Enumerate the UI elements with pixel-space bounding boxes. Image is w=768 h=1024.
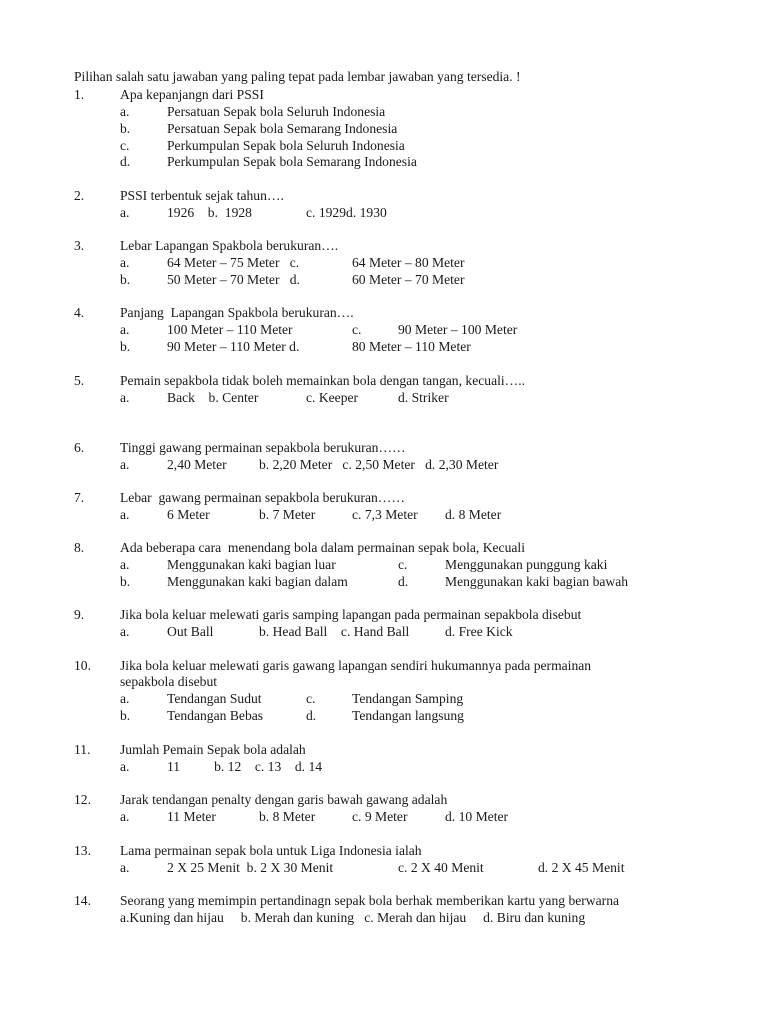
q1-option-c: Perkumpulan Sepak bola Seluruh Indonesia	[167, 138, 405, 153]
q14-text: Seorang yang memimpin pertandinagn sepak bola berhak memberikan kartu yang berwarna	[120, 893, 620, 908]
q5-number: 5.	[74, 373, 85, 388]
q14-number: 14.	[74, 893, 91, 908]
q4-option-b-letter: b.	[120, 339, 131, 354]
q5-option-d: d. Striker	[398, 390, 449, 405]
q3-option-b-letter: b.	[120, 272, 131, 287]
q13-number: 13.	[74, 843, 91, 858]
q1-option-b: Persatuan Sepak bola Semarang Indonesia	[167, 121, 398, 136]
q1-text: Apa kepanjangn dari PSSI	[120, 87, 264, 102]
q10-option-a: Tendangan Sudut	[167, 691, 262, 706]
q10-option-b-letter: b.	[120, 708, 131, 723]
q9-option-d: d. Free Kick	[445, 624, 513, 639]
q10-text: Jika bola keluar melewati garis gawang lapangan sendiri hukumannya pada permainan	[120, 658, 592, 673]
q12-text: Jarak tendangan penalty dengan garis bawah gawang adalah	[120, 792, 448, 807]
q9-number: 9.	[74, 607, 85, 622]
q2-options-ab: 1926 b. 1928	[167, 205, 252, 220]
q5-option-a-letter: a.	[120, 390, 130, 405]
q12-option-d: d. 10 Meter	[445, 809, 509, 824]
q2-option-a-letter: a.	[120, 205, 130, 220]
q10-option-c: Tendangan Samping	[352, 691, 464, 706]
q4-option-a-letter: a.	[120, 322, 130, 337]
q12-option-c: c. 9 Meter	[352, 809, 408, 824]
q3-option-c: 64 Meter – 80 Meter	[352, 255, 465, 270]
q9-text: Jika bola keluar melewati garis samping lapangan pada permainan sepakbola disebut	[120, 607, 582, 622]
q6-option-a-letter: a.	[120, 457, 130, 472]
q10-option-b: Tendangan Bebas	[167, 708, 264, 723]
q14-options: a.Kuning dan hijau b. Merah dan kuning c. Merah dan hijau d. Biru dan kuning	[120, 910, 586, 925]
q4-option-c-letter: c.	[352, 322, 362, 337]
q13-options-ab: 2 X 25 Menit b. 2 X 30 Menit	[167, 860, 334, 875]
q8-option-a: Menggunakan kaki bagian luar	[167, 557, 336, 572]
q7-option-a-letter: a.	[120, 507, 130, 522]
q6-option-a: 2,40 Meter	[167, 457, 227, 472]
q13-option-d: d. 2 X 45 Menit	[538, 860, 625, 875]
q10-text-cont: sepakbola disebut	[120, 674, 218, 689]
q7-option-b: b. 7 Meter	[259, 507, 316, 522]
q9-option-a: Out Ball	[167, 624, 214, 639]
q4-number: 4.	[74, 305, 85, 320]
q4-option-a: 100 Meter – 110 Meter	[167, 322, 293, 337]
q13-text: Lama permainan sepak bola untuk Liga Indonesia ialah	[120, 843, 422, 858]
q8-option-c-letter: c.	[398, 557, 408, 572]
q1-option-c-letter: c.	[120, 138, 130, 153]
q8-text: Ada beberapa cara menendang bola dalam permainan sepak bola, Kecuali	[120, 540, 525, 555]
q11-number: 11.	[74, 742, 91, 757]
q8-option-d: Menggunakan kaki bagian bawah	[445, 574, 629, 589]
q10-option-a-letter: a.	[120, 691, 130, 706]
q6-options-bcd: b. 2,20 Meter c. 2,50 Meter d. 2,30 Meter	[259, 457, 499, 472]
q3-option-a-letter: a.	[120, 255, 130, 270]
q2-number: 2.	[74, 188, 85, 203]
q7-option-a: 6 Meter	[167, 507, 210, 522]
q6-text: Tinggi gawang permainan sepakbola berukuran……	[120, 440, 406, 455]
q7-number: 7.	[74, 490, 85, 505]
q2-options-cd: c. 1929d. 1930	[306, 205, 387, 220]
q8-option-a-letter: a.	[120, 557, 130, 572]
q3-text: Lebar Lapangan Spakbola berukuran….	[120, 238, 339, 253]
q13-option-a-letter: a.	[120, 860, 130, 875]
q9-option-a-letter: a.	[120, 624, 130, 639]
q3-option-b: 50 Meter – 70 Meter d.	[167, 272, 300, 287]
q1-option-a-letter: a.	[120, 104, 130, 119]
q7-option-d: d. 8 Meter	[445, 507, 502, 522]
q10-option-d: Tendangan langsung	[352, 708, 464, 723]
q6-number: 6.	[74, 440, 85, 455]
q4-option-b: 90 Meter – 110 Meter d.	[167, 339, 300, 354]
q4-option-d: 80 Meter – 110 Meter	[352, 339, 471, 354]
q3-number: 3.	[74, 238, 85, 253]
q4-option-c: 90 Meter – 100 Meter	[398, 322, 518, 337]
q9-options-bc: b. Head Ball c. Hand Ball	[259, 624, 410, 639]
q10-option-d-letter: d.	[306, 708, 317, 723]
q7-option-c: c. 7,3 Meter	[352, 507, 418, 522]
q10-option-c-letter: c.	[306, 691, 316, 706]
q12-option-b: b. 8 Meter	[259, 809, 316, 824]
q2-text: PSSI terbentuk sejak tahun….	[120, 188, 284, 203]
q5-options-ab: Back b. Center	[167, 390, 259, 405]
q11-option-a-letter: a.	[120, 759, 130, 774]
q8-option-c: Menggunakan punggung kaki	[445, 557, 608, 572]
q11-text: Jumlah Pemain Sepak bola adalah	[120, 742, 306, 757]
q4-text: Panjang Lapangan Spakbola berukuran….	[120, 305, 354, 320]
q13-option-c: c. 2 X 40 Menit	[398, 860, 484, 875]
q8-option-b: Menggunakan kaki bagian dalam	[167, 574, 348, 589]
q12-option-a-letter: a.	[120, 809, 130, 824]
q12-number: 12.	[74, 792, 91, 807]
q1-option-b-letter: b.	[120, 121, 131, 136]
q8-option-d-letter: d.	[398, 574, 409, 589]
q1-option-d: Perkumpulan Sepak bola Semarang Indonesia	[167, 154, 417, 169]
q11-options: 11 b. 12 c. 13 d. 14	[167, 759, 323, 774]
q8-number: 8.	[74, 540, 85, 555]
q1-option-d-letter: d.	[120, 154, 131, 169]
q8-option-b-letter: b.	[120, 574, 131, 589]
instructions: Pilihan salah satu jawaban yang paling tepat pada lembar jawaban yang tersedia. !	[74, 69, 521, 84]
q5-option-c: c. Keeper	[306, 390, 359, 405]
q3-option-d: 60 Meter – 70 Meter	[352, 272, 465, 287]
q1-option-a: Persatuan Sepak bola Seluruh Indonesia	[167, 104, 386, 119]
q5-text: Pemain sepakbola tidak boleh memainkan bola dengan tangan, kecuali…..	[120, 373, 526, 388]
q1-number: 1.	[74, 87, 85, 102]
q3-option-a: 64 Meter – 75 Meter c.	[167, 255, 300, 270]
q7-text: Lebar gawang permainan sepakbola berukuran……	[120, 490, 405, 505]
q12-option-a: 11 Meter	[167, 809, 216, 824]
q10-number: 10.	[74, 658, 91, 673]
